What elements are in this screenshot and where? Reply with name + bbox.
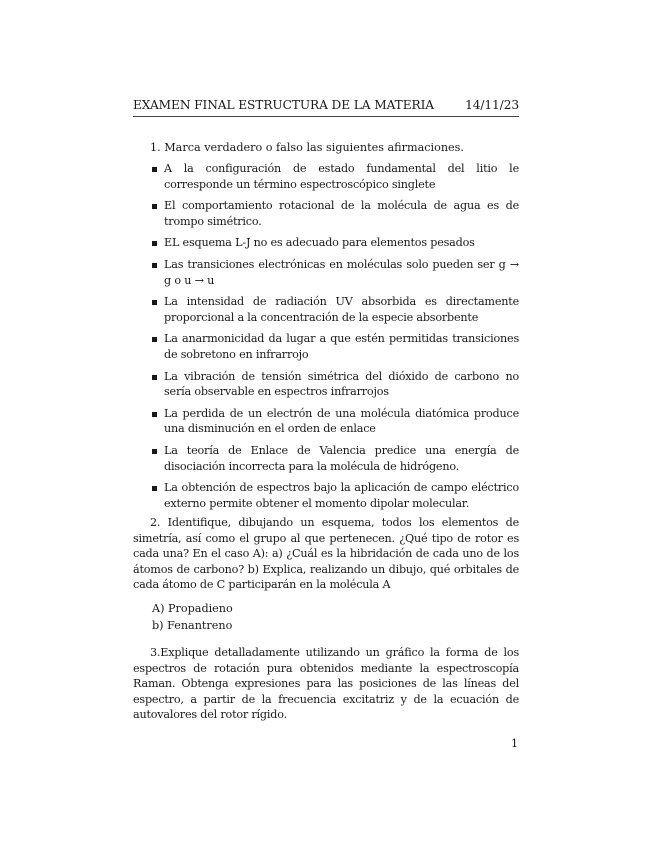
bullet-icon	[152, 412, 157, 417]
statement-text: EL esquema L-J no es adecuado para elementos pesados	[164, 236, 475, 250]
statement-text: El comportamiento rotacional de la molécula de agua es de trompo simétrico.	[164, 199, 519, 228]
statement-text: La perdida de un electrón de una molécula diatómica produce una disminución en el orden de enlace	[164, 406, 519, 436]
bullet-icon	[152, 337, 157, 342]
statement-item	[150, 331, 519, 362]
exam-date: 14/11/23	[465, 98, 519, 112]
page-header	[133, 98, 519, 112]
statement-item	[150, 235, 519, 251]
bullet-icon	[152, 449, 157, 454]
question-2-options	[152, 601, 233, 634]
statement-item	[150, 369, 519, 400]
statement-item	[150, 294, 519, 325]
bullet-icon	[152, 204, 157, 209]
bullet-icon	[152, 375, 157, 380]
statement-text: La intensidad de radiación UV absorbida es directamente proporcional a la concentración de la especie absorbente	[164, 295, 519, 324]
exam-title: EXAMEN FINAL ESTRUCTURA DE LA MATERIA	[133, 98, 434, 112]
question-1-statement-list	[150, 161, 519, 517]
statement-text: A la configuración de estado fundamental del litio le corresponde un término espectroscópico singlete	[164, 162, 519, 191]
bullet-icon	[152, 167, 157, 172]
statement-item	[150, 443, 519, 474]
statement-item	[150, 406, 519, 437]
header-rule	[133, 116, 519, 117]
bullet-icon	[152, 486, 157, 491]
question-3-text: 3.Explique detalladamente utilizando un gráfico la forma de los espectros de rotación pura obtenidos mediante la espectroscopía Raman. Obtenga expresiones para las posiciones de las líneas del espectro, a partir de la frecuencia excitatriz y de la ecuación de autovalores del rotor rígido.	[133, 646, 519, 721]
statement-text: Las transiciones electrónicas en moléculas solo pueden ser g → g o u → u	[164, 257, 519, 287]
page-number: 1	[511, 737, 519, 750]
statement-item	[150, 198, 519, 229]
question-1-title: 1. Marca verdadero o falso las siguientes afirmaciones.	[150, 141, 464, 154]
statement-text: La teoría de Enlace de Valencia predice una energía de disociación incorrecta para la molécula de hidrógeno.	[164, 443, 519, 473]
option-item: A) Propadieno	[152, 602, 233, 615]
option-item: b) Fenantreno	[152, 618, 233, 632]
bullet-icon	[152, 241, 157, 246]
statement-text: La anarmonicidad da lugar a que estén permitidas transiciones de sobretono en infrarrojo	[164, 332, 519, 361]
question-2-text: 2. Identifique, dibujando un esquema, todos los elementos de simetría, así como el grupo al que pertenecen. ¿Qué tipo de rotor es cada una? En el caso A): a) ¿Cuál es la hibridación de cada uno de los átomos de carbono? b) Explica, realizando un dibujo, qué orbitales de cada átomo de C participarán en la molécula A	[133, 516, 519, 591]
statement-item	[150, 257, 519, 288]
statement-item	[150, 161, 519, 192]
bullet-icon	[152, 263, 157, 268]
statement-text: La vibración de tensión simétrica del dióxido de carbono no sería observable en espectros infrarrojos	[164, 369, 519, 399]
statement-item	[150, 480, 519, 511]
statement-text: La obtención de espectros bajo la aplicación de campo eléctrico externo permite obtener el momento dipolar molecular.	[164, 481, 519, 510]
bullet-icon	[152, 300, 157, 305]
